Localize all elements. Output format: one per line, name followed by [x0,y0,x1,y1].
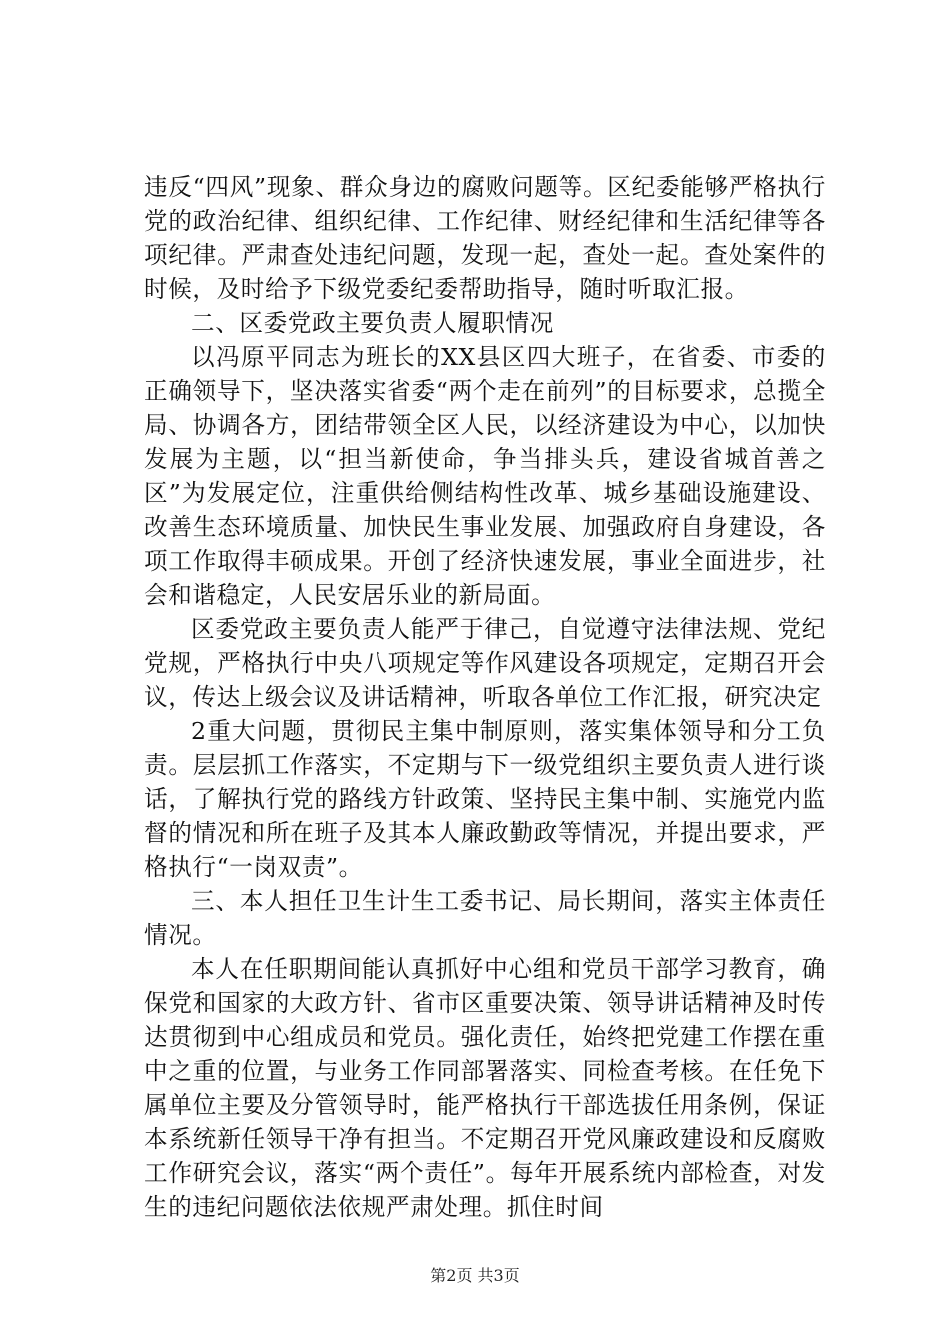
page-number-footer: 第2页 共3页 [430,1266,520,1285]
paragraph-discipline-enforcement: 违反“四风”现象、群众身边的腐败问题等。区纪委能够严格执行党的政治纪律、组织纪律、工作纪律、财经纪律和生活纪律等各项纪律。严肃查处违纪问题，发现一起，查处一起。查处案件的时候，及时给予下级党委纪委帮助指导，随时听取汇报。 [144,173,826,303]
paragraph-self-discipline: 区委党政主要负责人能严于律己，自觉遵守法律法规、党纪党规，严格执行中央八项规定等作风建设各项规定，定期召开会议，传达上级会议及讲话精神，听取各单位工作汇报，研究决定 [144,615,826,711]
section-heading-leadership-duties: 二、区委党政主要负责人履职情况 [191,309,554,337]
paragraph-democratic-centralism: 2重大问题，贯彻民主集中制原则，落实集体领导和分工负责。层层抓工作落实，不定期与下一级党组织主要负责人进行谈话，了解执行党的路线方针政策、坚持民主集中制、实施党内监督的情况和所在班子及其本人廉政勤政等情况，并提出要求，严格执行“一岗双责”。 [144,717,826,881]
paragraph-personal-responsibility: 本人在任职期间能认真抓好中心组和党员干部学习教育，确保党和国家的大政方针、省市区重要决策、领导讲话精神及时传达贯彻到中心组成员和党员。强化责任，始终把党建工作摆在重中之重的位置，与业务工作同部署落实、同检查考核。在任免下属单位主要及分管领导时，能严格执行干部选拔任用条例，保证本系统新任领导干净有担当。不定期召开党风廉政建设和反腐败工作研究会议，落实“两个责任”。每年开展系统内部检查，对发生的违纪问题依法依规严肃处理。抓住时间 [144,955,826,1221]
paragraph-leadership-achievements: 以冯原平同志为班长的XX县区四大班子，在省委、市委的正确领导下，坚决落实省委“两个走在前列”的目标要求，总揽全局、协调各方，团结带领全区人民，以经济建设为中心，以加快发展为主题，以“担当新使命，争当排头兵，建设省城首善之区”为发展定位，注重供给侧结构性改革、城乡基础设施建设、改善生态环境质量、加快民生事业发展、加强政府自身建设，各项工作取得丰硕成果。开创了经济快速发展，事业全面进步，社会和谐稳定，人民安居乐业的新局面。 [144,343,826,609]
section-heading-personal-responsibility: 三、本人担任卫生计生工委书记、局长期间，落实主体责任情况。 [144,887,826,949]
document-body [144,170,826,1224]
